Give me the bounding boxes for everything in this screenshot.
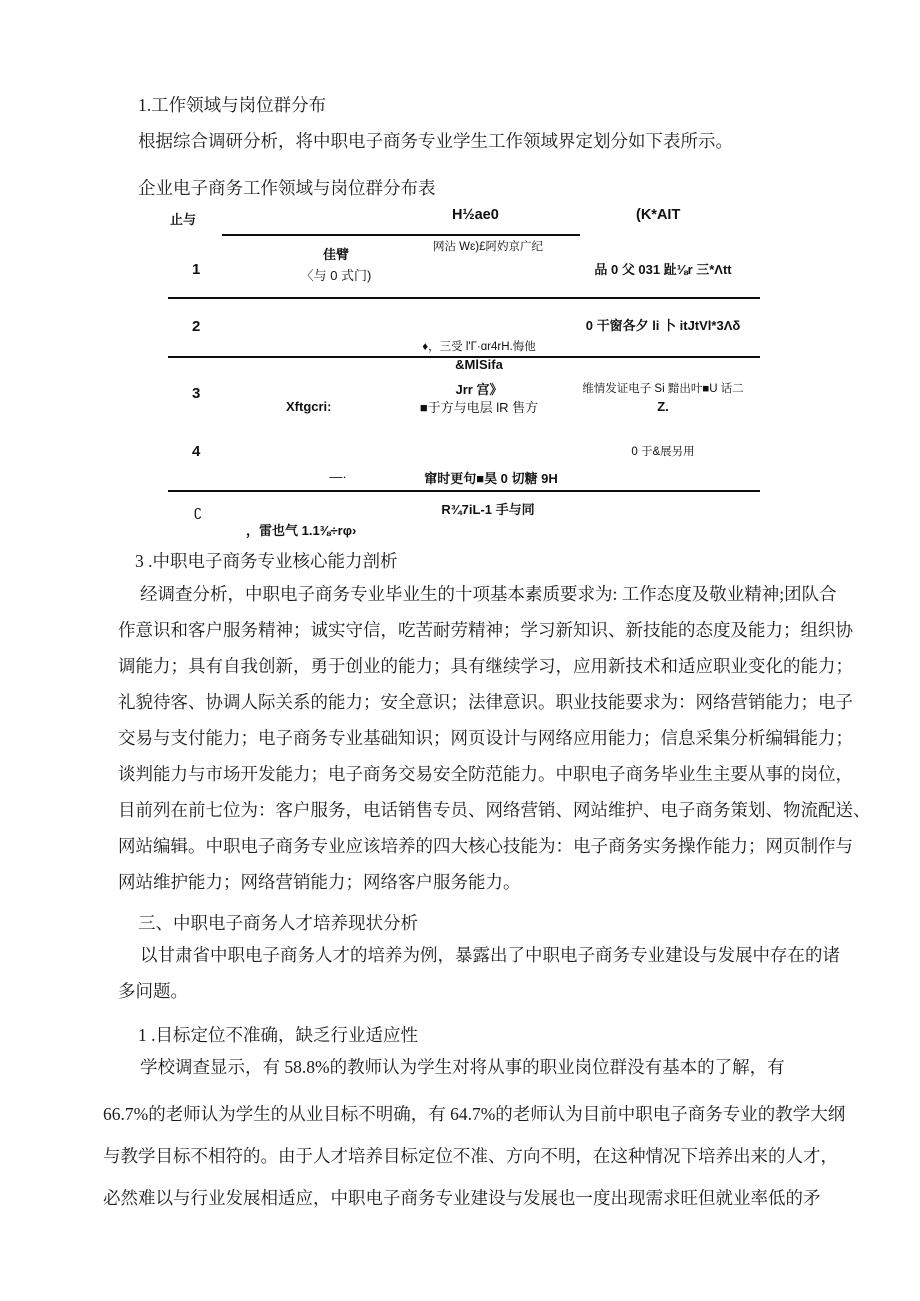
body-paragraph-1-line-7: 目前列在前七位为：客户服务，电话销售专员、网络营销、网站维护、电子商务策划、物流配送、 <box>118 800 871 820</box>
section-heading-1: 1.工作领域与岗位群分布 <box>138 95 327 115</box>
body-paragraph-1-line-2: 作意识和客户服务精神；诚实守信，吃苦耐劳精神；学习新知识、新技能的态度及能力；组织协 <box>118 620 853 640</box>
intro-paragraph: 根据综合调研分析，将中职电子商务专业学生工作领域界定划分如下表所示。 <box>138 131 733 151</box>
body-paragraph-3-line-1: 学校调查显示，有 58.8%的教师认为学生对将从事的职业岗位群没有基本的了解，有 <box>140 1057 785 1077</box>
table-row-2-col4-line1: 0 干窗各夕 li 卜 itJtVl*3Λδ <box>585 318 741 333</box>
table-row-1-col2-line1: 佳臂 <box>322 247 349 262</box>
table-caption: 企业电子商务工作领域与岗位群分布表 <box>138 178 436 198</box>
table-rule-header <box>222 234 580 236</box>
table-row-5-col2-line1: ，雷也气 1.1⅜÷rφ› <box>246 523 357 538</box>
section-heading-2: 3 .中职电子商务专业核心能力剖析 <box>135 551 398 571</box>
table-header-col1: 止与 <box>170 212 197 227</box>
table-row-4-number: 4 <box>192 443 201 460</box>
table-rule-row4 <box>168 490 760 492</box>
table-row-1-col4-line1: 品 0 父 031 趾⅛r 三*Λtt <box>594 262 732 277</box>
body-paragraph-2-line-2: 多问题。 <box>118 981 188 1001</box>
table-row-4-col4-line1: 0 于&展另用 <box>631 446 695 458</box>
table-row-2-number: 2 <box>192 318 201 335</box>
table-rule-row1 <box>168 297 760 299</box>
table-row-2-col3-line1: ♦，三受 l'Γ·ɑr4rH.悔他 <box>422 341 536 353</box>
table-row-3-number: 3 <box>192 385 201 402</box>
body-paragraph-2-line-1: 以甘肃省中职电子商务人才的培养为例，暴露出了中职电子商务专业建设与发展中存在的诸 <box>140 945 840 965</box>
body-paragraph-1-line-1: 经调查分析，中职电子商务专业毕业生的十项基本素质要求为: 工作态度及敬业精神;团队合 <box>140 584 837 604</box>
table-row-1-number: 1 <box>192 261 201 278</box>
table-row-1-col3-line1: 网沾 Wɛ)£阿妁京广纪 <box>432 241 544 253</box>
table-row-3-col4-line1: 维情发证电子 Si 黯出叶■U 话二 <box>582 383 744 395</box>
table-row-1-col2-line2: 〈与 0 式门) <box>300 268 372 283</box>
table-header-col2: H½ae0 <box>452 207 499 223</box>
body-paragraph-1-line-8: 网站编辑。中职电子商务专业应该培养的四大核心技能为：电子商务实务操作能力；网页制作与 <box>118 836 853 856</box>
body-paragraph-1-line-3: 调能力；具有自我创新，勇于创业的能力；具有继续学习，应用新技术和适应职业变化的能力； <box>118 656 853 676</box>
table-row-3-col3-line2: Jrr 宫》 <box>455 382 503 397</box>
table-row-3-col4-line2: Z. <box>657 399 669 414</box>
body-paragraph-3-line-4: 必然难以与行业发展相适应，中职电子商务专业建设与发展也一度出现需求旺但就业率低的矛 <box>103 1188 821 1208</box>
body-paragraph-1-line-6: 谈判能力与市场开发能力；电子商务交易安全防范能力。中职电子商务毕业生主要从事的岗位， <box>118 764 853 784</box>
table-row-5-number: ʗ <box>194 503 202 520</box>
table-header-col3: (K*AIT <box>636 207 681 223</box>
table-row-3-col3-line1: &MlSifa <box>455 357 503 372</box>
body-paragraph-1-line-9: 网站维护能力；网络营销能力；网络客户服务能力。 <box>118 872 521 892</box>
body-paragraph-1-line-5: 交易与支付能力；电子商务专业基础知识；网页设计与网络应用能力；信息采集分析编辑能力； <box>118 728 853 748</box>
section-heading-4: 1 .目标定位不准确，缺乏行业适应性 <box>138 1025 418 1045</box>
table-row-4-col2-line1: —· <box>329 469 347 484</box>
table-row-3-col2-line1: Xftgcri: <box>286 399 332 414</box>
body-paragraph-1-line-4: 礼貌待客、协调人际关系的能力；安全意识；法律意识。职业技能要求为：网络营销能力；电子 <box>118 692 853 712</box>
body-paragraph-3-line-2: 66.7%的老师认为学生的从业目标不明确，有 64.7%的老师认为目前中职电子商务专业的教学大纲 <box>103 1104 846 1124</box>
table-row-5-col3-line1: R¾7iL-1 手与同 <box>441 502 535 517</box>
table-row-4-col3-line1: 窜时更句■昊 0 切糖 9H <box>424 471 558 486</box>
body-paragraph-3-line-3: 与教学目标不相符的。由于人才培养目标定位不准、方向不明，在这种情况下培养出来的人才， <box>103 1146 838 1166</box>
section-heading-3: 三、中职电子商务人才培养现状分析 <box>138 913 418 933</box>
work-field-table <box>168 205 760 538</box>
table-row-3-col3-line3: ■于方与电层 lR 售方 <box>419 400 539 415</box>
